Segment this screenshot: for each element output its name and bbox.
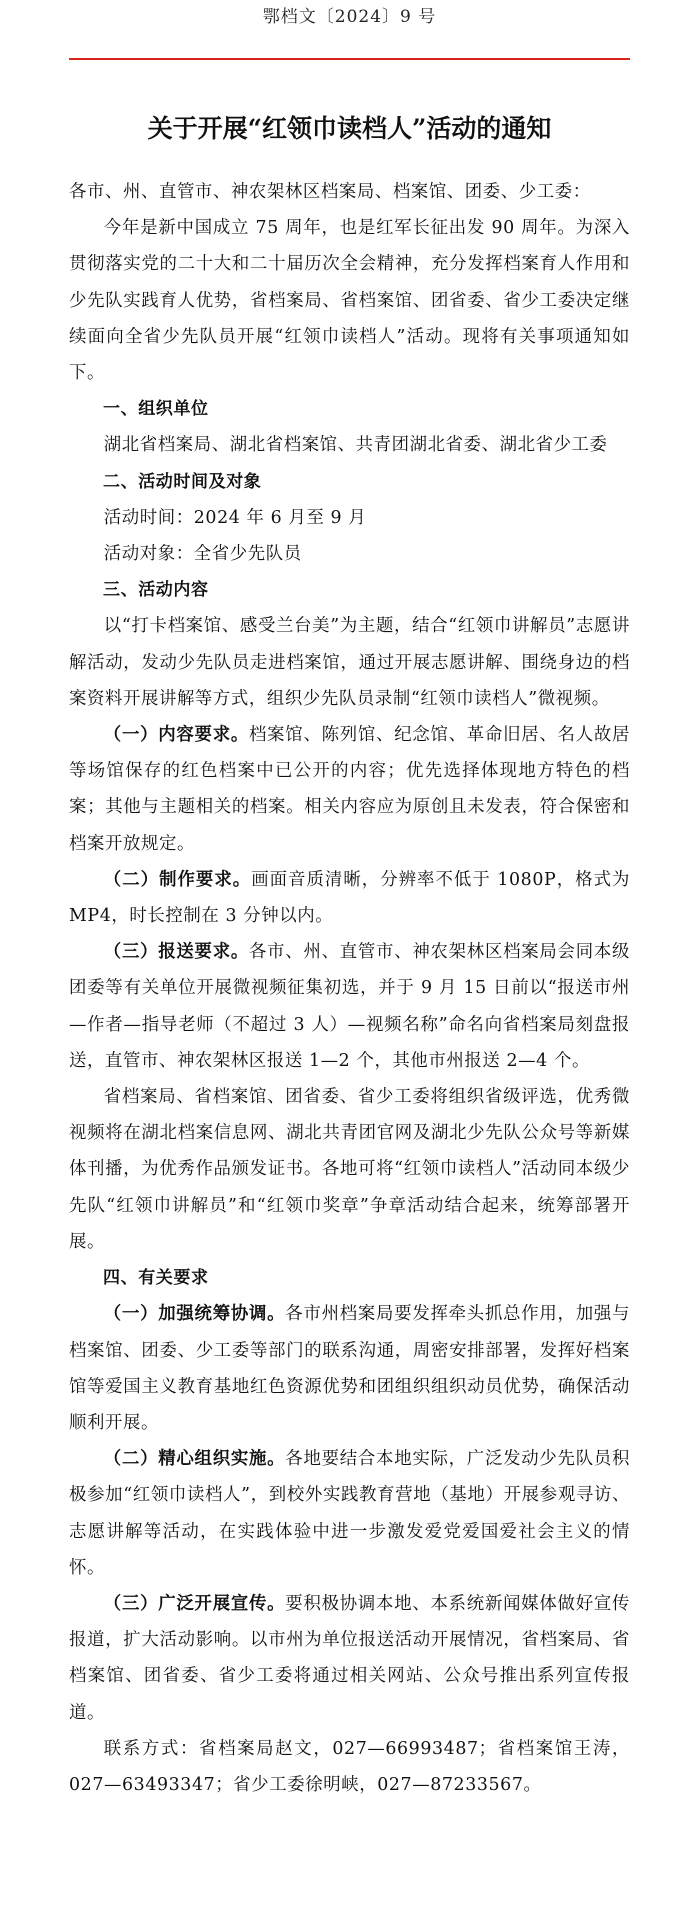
content-requirement-text: 档案馆、陈列馆、纪念馆、革命旧居、名人故居等场馆保存的红色档案中已公开的内容；优先选择体现地方特色的档案；其他与主题相关的档案。相关内容应为原创且未发表，符合保密和档案开放规定。	[69, 725, 630, 854]
section-heading-time-target: 二、活动时间及对象	[103, 471, 262, 492]
contact-paragraph: 联系方式：省档案局赵文，027—66993487；省档案馆王涛，027—63493347；省少工委徐明峡，027—87233567。	[69, 1738, 630, 1795]
content-paragraph: 以“打卡档案馆、感受兰台美”为主题，结合“红领巾讲解员”志愿讲解活动，发动少先队员走进档案馆，通过开展志愿讲解、围绕身边的档案资料开展讲解等方式，组织少先队员录制“红领巾读档人”微视频。	[69, 616, 630, 709]
document-number: 鄂档文〔2024〕9 号	[262, 7, 437, 27]
publicity-label: （三）广泛开展宣传。	[103, 1593, 286, 1614]
document-title: 关于开展“红领巾读档人”活动的通知	[147, 114, 552, 143]
activity-time-line: 活动时间：2024 年 6 月至 9 月	[103, 507, 367, 528]
coordination-label: （一）加强统筹协调。	[103, 1304, 286, 1325]
content-requirement-paragraph	[69, 717, 630, 862]
implementation-label: （二）精心组织实施。	[103, 1449, 286, 1470]
section-heading-organizers: 一、组织单位	[103, 399, 209, 420]
intro-paragraph: 今年是新中国成立 75 周年，也是红军长征出发 90 周年。为深入贯彻落实党的二十大和二十届历次全会精神，充分发挥档案育人作用和少先队实践育人优势，省档案局、省档案馆、团省委、省少工委决定继续面向全省少先队员开展“红领巾读档人”活动。现将有关事项通知如下。	[69, 218, 630, 384]
submission-requirement-label: （三）报送要求。	[103, 942, 249, 963]
section-heading-requirements: 四、有关要求	[103, 1268, 209, 1289]
evaluation-paragraph: 省档案局、省档案馆、团省委、省少工委将组织省级评选，优秀微视频将在湖北档案信息网、湖北共青团官网及湖北少先队公众号等新媒体刊播，为优秀作品颁发证书。各地可将“红领巾读档人”活动同本级少先队“红领巾讲解员”和“红领巾奖章”争章活动结合起来，统筹部署开展。	[69, 1087, 630, 1252]
publicity-text: 要积极协调本地、本系统新闻媒体做好宣传报道，扩大活动影响。以市州为单位报送活动开展情况，省档案局、省档案馆、团省委、省少工委将通过相关网站、公众号推出系列宣传报道。	[69, 1593, 630, 1723]
submission-requirement-text: 各市、州、直管市、神农架林区档案局会同本级团委等有关单位开展微视频征集初选，并于 9 月 15 日前以“报送市州—作者—指导老师（不超过 3 人）—视频名称”命名向省档案局刻盘报送，直管市、神农架林区报送 1—2 个，其他市州报送 2—4 个。	[69, 942, 630, 1071]
activity-target-line: 活动对象：全省少先队员	[103, 544, 302, 565]
implementation-paragraph	[69, 1441, 630, 1586]
submission-requirement-paragraph	[69, 934, 630, 1079]
section-heading-content: 三、活动内容	[103, 580, 209, 601]
implementation-text: 各地要结合本地实际，广泛发动少先队员积极参加“红领巾读档人”，到校外实践教育营地（基地）开展参观寻访、志愿讲解等活动，在实践体验中进一步激发爱党爱国爱社会主义的情怀。	[69, 1449, 630, 1578]
content-requirement-label: （一）内容要求。	[103, 725, 249, 746]
production-requirement-paragraph	[69, 862, 630, 934]
coordination-text: 各市州档案局要发挥牵头抓总作用，加强与档案馆、团委、少工委等部门的联系沟通，周密安排部署，发挥好档案馆等爱国主义教育基地红色资源优势和团组织组织动员优势，确保活动顺利开展。	[69, 1304, 630, 1433]
production-requirement-label: （二）制作要求。	[103, 869, 252, 890]
red-separator-line	[69, 58, 630, 60]
organizers-paragraph: 湖北省档案局、湖北省档案馆、共青团湖北省委、湖北省少工委	[103, 435, 608, 456]
recipients-line: 各市、州、直管市、神农架林区档案局、档案馆、团委、少工委：	[69, 182, 591, 202]
document-body	[69, 174, 630, 1803]
coordination-paragraph	[69, 1296, 630, 1441]
publicity-paragraph	[69, 1586, 630, 1731]
production-requirement-text: 画面音质清晰，分辨率不低于 1080P，格式为 MP4，时长控制在 3 分钟以内。	[69, 869, 630, 927]
